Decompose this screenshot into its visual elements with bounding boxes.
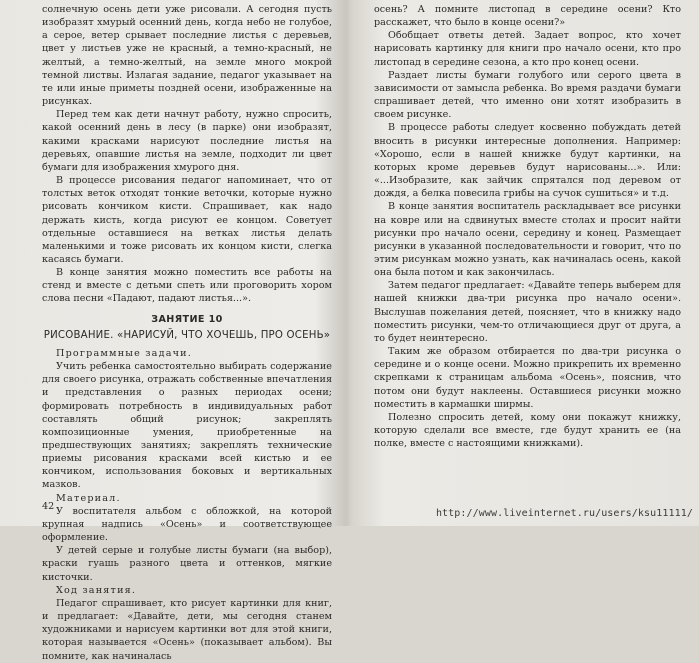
right-paragraph: Таким же образом отбирается по два-три рисунка о середине и о конце осени. Можно прикрепить их временно скрепками к страницам альбома «Осень», пояснив, что потом они будут наклеены. Оставшиеся рисунки можно поместить в кармашки ширмы. bbox=[374, 346, 681, 410]
left-page bbox=[0, 0, 346, 662]
course-text: Педагог спрашивает, кто рисует картинки для книг, и предлагает: «Давайте, дети, мы сегодня станем художниками и нарисуем картинки вот для этой книги, которая называется «Осень» (показывает альбом). Вы помните, как начиналась bbox=[42, 597, 332, 662]
material-paragraph: У воспитателя альбом с обложкой, на которой крупная надпись «Осень» и соответствующее оформление. bbox=[42, 505, 332, 544]
left-paragraph: солнечную осень дети уже рисовали. А сегодня пусть изобразят хмурый осенний день, когда небо не голубое, а серое, ветер срывает последние листья с деревьев, цвет у листьев уже не красный, а темно-красный, не желтый, а темно-желтый, на земле много мокрой темной листвы. Излагая задание, педагог указывает на те или иные приметы поздней осени, изображенные на рисунках. bbox=[42, 4, 332, 108]
left-paragraph: В процессе рисования педагог напоминает, что от толстых веток отходят тонкие веточки, которые нужно рисовать кончиком кисти. Спрашивает, как надо держать кисть, когда рисуют ее концом. Советует отдельные оставшиеся на ветках листья делать маленькими и тоже рисовать их концом кисти, слегка касаясь бумаги. bbox=[42, 175, 332, 265]
right-paragraph: Раздает листы бумаги голубого или серого цвета в зависимости от замысла ребенка. Во время раздачи бумаги спрашивает детей, что именно они хотят изобразить в своем рисунке. bbox=[374, 69, 681, 121]
right-page bbox=[352, 0, 699, 526]
material-label: Материал. bbox=[56, 492, 121, 504]
right-paragraph: Полезно спросить детей, кому они покажут книжку, которую сделали все вместе, где будут хранить ее (на полке, вместе с настоящими книжками). bbox=[374, 411, 681, 450]
lesson-subtitle: РИСОВАНИЕ. «НАРИСУЙ, ЧТО ХОЧЕШЬ, ПРО ОСЕНЬ» bbox=[43, 329, 331, 341]
page-number: 42 bbox=[42, 501, 55, 512]
material-paragraph: У детей серые и голубые листы бумаги (на выбор), краски гуашь разного цвета и оттенков, мягкие кисточки. bbox=[42, 545, 332, 583]
program-label: Программные задачи. bbox=[56, 347, 193, 359]
lesson-title: ЗАНЯТИЕ 10 bbox=[151, 313, 223, 325]
right-paragraph: Обобщает ответы детей. Задает вопрос, кто хочет нарисовать картинку для книги про начало осени, кто про листопад в середине сезона, а кто про конец осени. bbox=[374, 30, 681, 68]
course-label: Ход занятия. bbox=[56, 584, 137, 596]
left-paragraph: В конце занятия можно поместить все работы на стенд и вместе с детьми спеть или проговорить хором слова песни «Падают, падают листья...». bbox=[42, 267, 332, 305]
right-paragraph: осень? А помните листопад в середине осени? Кто расскажет, что было в конце осени?» bbox=[374, 4, 681, 29]
right-paragraph: В процессе работы следует косвенно побуждать детей вносить в рисунки интересные дополнения. Например: «Хорошо, если в нашей книжке будут картинки, на которых кроме деревьев будут нарисованы...». Или: «...Изобразите, как зайчик спрятался под деревом от дождя, а белка повесила грибы на сучок сушиться» и т.д. bbox=[374, 122, 681, 200]
program-text: Учить ребенка самостоятельно выбирать содержание для своего рисунка, отражать собственные впечатления и представления о разных периодах осени; формировать потребность в индивидуальных работ составлять общий рисунок; закреплять композиционные умения, приобретенные на предшествующих занятиях; закреплять технические приемы рисования красками всей кистью и ее кончиком, использования боковых и вертикальных мазков. bbox=[42, 361, 332, 491]
watermark-url: http://www.liveinternet.ru/users/ksu11111/ bbox=[435, 508, 693, 519]
left-paragraph: Перед тем как дети начнут работу, нужно спросить, какой осенний день в лесу (в парке) они изобразят, какими красками нарисуют последние листья на деревьях, опавшие листья на земле, подходит ли цвет бумаги для изображения хмурого дня. bbox=[42, 109, 332, 173]
right-paragraph: Затем педагог предлагает: «Давайте теперь выберем для нашей книжки два-три рисунка про начало осени». Выслушав пожелания детей, поясняет, что в книжку надо поместить рисунки, чем-то отличающиеся друг от друга, а то будет неинтересно. bbox=[374, 280, 682, 344]
right-paragraph: В конце занятия воспитатель раскладывает все рисунки на ковре или на сдвинутых вместе столах и просит найти рисунки про начало осени, середину и конец. Размещает рисунки в указанной последовательности и говорит, что по этим рисункам можно узнать, как начиналась осень, какой она была потом и как закончилась. bbox=[374, 201, 681, 279]
